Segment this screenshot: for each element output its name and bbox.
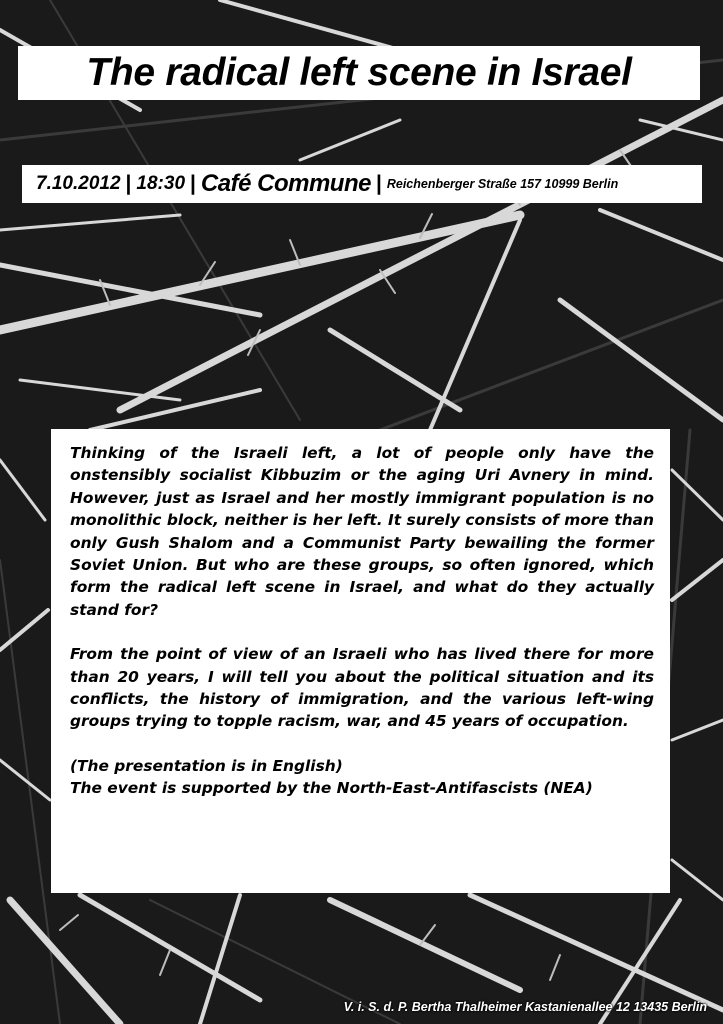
imprint-footer: V. i. S. d. P. Bertha Thalheimer Kastanienallee 12 13435 Berlin (343, 1000, 707, 1014)
description-box (51, 429, 670, 893)
event-info-bar (22, 165, 702, 203)
language-note: (The presentation is in English) (70, 756, 343, 775)
separator: | (190, 172, 196, 195)
support-note: The event is supported by the North-East-Antifascists (NEA) (70, 779, 593, 798)
event-venue: Café Commune (200, 170, 371, 197)
description-paragraph-2: From the point of view of an Israeli who has lived there for more than 20 years, I will tell you about the political situation and its conflicts, the history of immigration, and the various left-wing groups trying to topple racism, war, and 45 years of occupation. (70, 645, 654, 731)
page-title: The radical left scene in Israel (86, 51, 632, 94)
event-address: Reichenberger Straße 157 10999 Berlin (386, 177, 619, 191)
event-time: 18:30 (136, 173, 186, 194)
separator: | (375, 172, 382, 195)
event-date: 7.10.2012 (36, 173, 121, 194)
title-box (18, 46, 700, 100)
separator: | (125, 172, 132, 195)
description-paragraph-1: Thinking of the Israeli left, a lot of people only have the onstensibly socialist Kibbuzim or the aging Uri Avnery in mind. However, just as Israel and her mostly immigrant population is no monolithic block, neither is her left. It surely consists of more than only Gush Shalom and a Communist Party bewailing the former Soviet Union. But who are these groups, so often ignored, which form the radical left scene in Israel, and what do they actually stand for? (70, 444, 654, 619)
